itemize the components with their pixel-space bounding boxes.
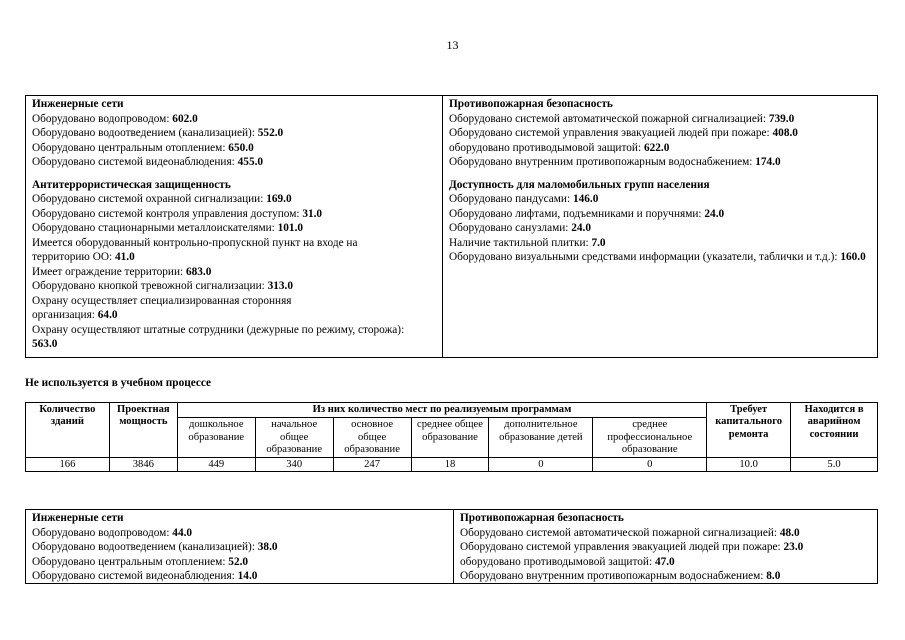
info-line: Оборудовано стационарными металлоискателями: 101.0 <box>32 222 304 234</box>
info-line: Имеет ограждение территории: 683.0 <box>32 265 212 278</box>
right-column <box>442 96 877 357</box>
left-column <box>26 96 442 357</box>
subheader-secondary: среднее общее образование <box>411 418 489 458</box>
info-line: Охрану осуществляют штатные сотрудники (дежурные по режиму, сторожа): 563.0 <box>32 323 405 350</box>
info-line: Охрану осуществляет специализированная сторонняя организация: 64.0 <box>32 294 292 321</box>
subheader-additional: дополнительное образование детей <box>489 418 593 458</box>
info-line: Оборудовано лифтами, подъемниками и поручнями: 24.0 <box>449 207 725 220</box>
facility-info-block-2 <box>25 509 878 584</box>
capacity-table <box>25 402 878 472</box>
info-line: оборудовано противодымовой защитой: 47.0 <box>460 555 675 568</box>
section-title-fire-safety: Противопожарная безопасность <box>449 98 613 110</box>
table-cell: 166 <box>26 458 110 472</box>
info-line: Оборудовано системой управления эвакуацией людей при пожаре: 408.0 <box>449 127 798 139</box>
info-line: Оборудовано пандусами: 146.0 <box>449 193 599 205</box>
info-line: оборудовано противодымовой защитой: 622.0 <box>449 141 670 154</box>
info-line: Оборудовано центральным отоплением: 52.0 <box>32 555 249 568</box>
info-line: Наличие тактильной плитки: 7.0 <box>449 236 606 249</box>
info-line: Оборудовано водоотведением (канализацией): 38.0 <box>32 541 278 553</box>
subheader-preschool: дошкольное образование <box>177 418 255 458</box>
info-line: Оборудовано водоотведением (канализацией): 552.0 <box>32 127 284 139</box>
info-line: Оборудовано системой охранной сигнализации: 169.0 <box>32 193 292 205</box>
subheader-primary: начальное общее образование <box>255 418 333 458</box>
section-heading-not-used: Не используется в учебном процессе <box>25 377 212 389</box>
info-line: Имеется оборудованный контрольно-пропускной пункт на входе на территорию ОО: 41.0 <box>32 236 358 263</box>
table-cell: 5.0 <box>791 458 878 472</box>
table-cell: 247 <box>333 458 411 472</box>
info-line: Оборудовано системой видеонаблюдения: 14.0 <box>32 570 258 582</box>
header-capacity: Проектная мощность <box>109 403 177 458</box>
right-column <box>453 510 877 583</box>
header-programs-group: Из них количество мест по реализуемым программам <box>177 403 706 418</box>
info-line: Оборудовано центральным отоплением: 650.0 <box>32 141 254 154</box>
section-title-accessibility: Доступность для маломобильных групп населения <box>449 178 710 191</box>
facility-info-block-1 <box>25 95 878 358</box>
info-line: Оборудовано системой автоматической пожарной сигнализацией: 739.0 <box>449 112 795 125</box>
info-line: Оборудовано внутренним противопожарным водоснабжением: 174.0 <box>449 156 781 168</box>
table-cell: 449 <box>177 458 255 472</box>
info-line: Оборудовано системой управления эвакуацией людей при пожаре: 23.0 <box>460 541 804 553</box>
info-line: Оборудовано системой контроля управления доступом: 31.0 <box>32 207 323 220</box>
info-line: Оборудовано водопроводом: 44.0 <box>32 526 193 539</box>
section-title-engineering: Инженерные сети <box>32 512 124 524</box>
left-column <box>26 510 453 583</box>
page-number: 13 <box>446 38 459 52</box>
info-line: Оборудовано санузлами: 24.0 <box>449 222 592 234</box>
table-cell: 3846 <box>109 458 177 472</box>
header-major-repair: Требует капитального ремонта <box>707 403 791 458</box>
section-title-engineering: Инженерные сети <box>32 98 124 110</box>
info-line: Оборудовано водопроводом: 602.0 <box>32 112 198 125</box>
info-line: Оборудовано системой видеонаблюдения: 455.0 <box>32 156 264 168</box>
table-cell: 0 <box>489 458 593 472</box>
section-title-fire-safety: Противопожарная безопасность <box>460 512 624 524</box>
info-line: Оборудовано кнопкой тревожной сигнализации: 313.0 <box>32 280 294 292</box>
subheader-vocational: среднее профессиональное образование <box>593 418 707 458</box>
table-row <box>26 458 878 472</box>
header-buildings: Количество зданий <box>26 403 110 458</box>
info-line: Оборудовано визуальными средствами информации (указатели, таблички и т.д.): 160.0 <box>449 251 866 263</box>
subheader-basic: основное общее образование <box>333 418 411 458</box>
table-cell: 0 <box>593 458 707 472</box>
info-line: Оборудовано системой автоматической пожарной сигнализацией: 48.0 <box>460 526 800 539</box>
section-title-antiterror: Антитеррористическая защищенность <box>32 178 231 191</box>
table-cell: 340 <box>255 458 333 472</box>
table-cell: 18 <box>411 458 489 472</box>
info-line: Оборудовано внутренним противопожарным водоснабжением: 8.0 <box>460 570 781 582</box>
table-cell: 10.0 <box>707 458 791 472</box>
header-emergency: Находится в аварийном состоянии <box>791 403 878 458</box>
